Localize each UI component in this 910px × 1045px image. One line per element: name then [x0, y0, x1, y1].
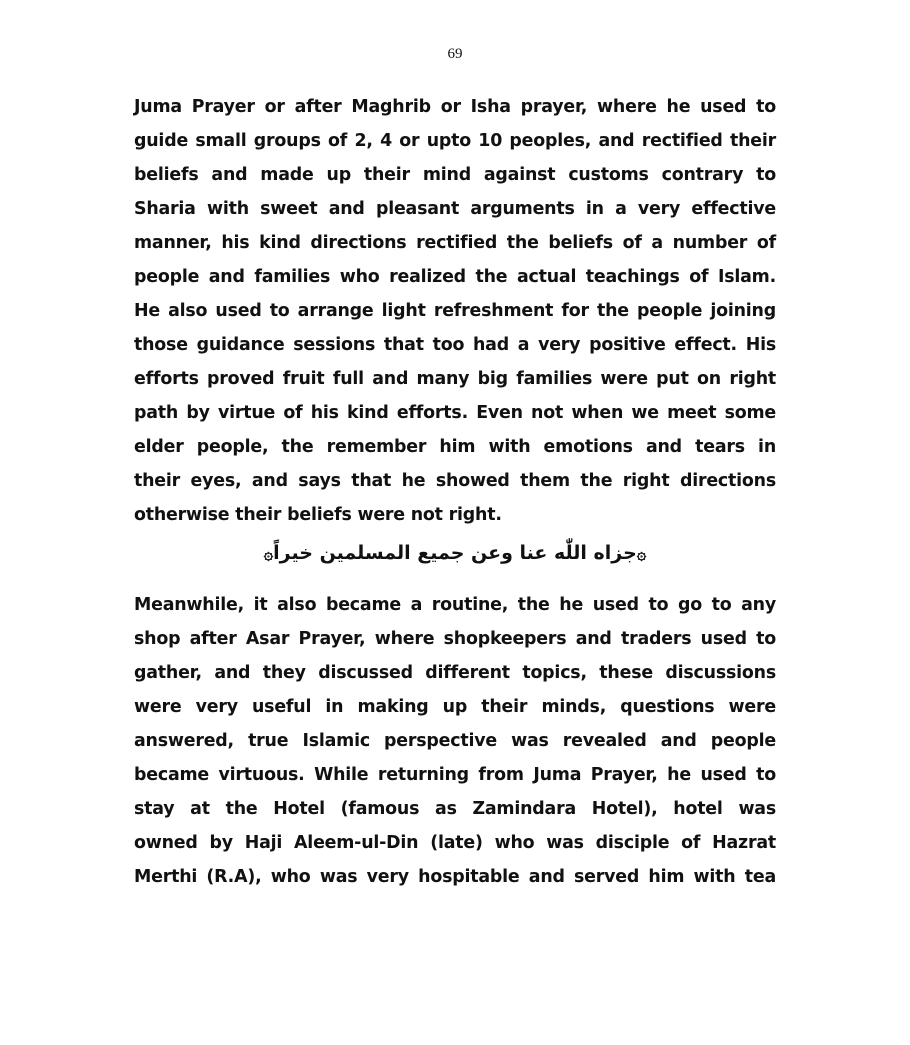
paragraph-2 — [134, 588, 776, 894]
text-line: gather, and they discussed different topics, these discussions — [134, 663, 776, 683]
text-line: their eyes, and says that he showed them the right directions — [134, 471, 776, 491]
text-line: Sharia with sweet and pleasant arguments in a very effective — [134, 199, 776, 219]
text-line: became virtuous. While returning from Juma Prayer, he used to — [134, 765, 776, 785]
text-line: beliefs and made up their mind against customs contrary to — [134, 165, 776, 185]
text-line: path by virtue of his kind efforts. Even not when we meet some — [134, 403, 776, 423]
arabic-prayer-text: جزاه اللّٰه عنا وعن جميع المسلمين خيراً — [273, 542, 637, 564]
text-line: efforts proved fruit full and many big families were put on right — [134, 369, 776, 389]
paragraph-1 — [134, 90, 776, 532]
text-line: Meanwhile, it also became a routine, the he used to go to any — [134, 595, 776, 615]
arabic-prayer-line — [0, 542, 910, 564]
text-line: shop after Asar Prayer, where shopkeepers and traders used to — [134, 629, 776, 649]
text-line: people and families who realized the actual teachings of Islam. — [134, 267, 776, 287]
text-line: otherwise their beliefs were not right. — [134, 505, 502, 525]
text-line: manner, his kind directions rectified the beliefs of a number of — [134, 233, 776, 253]
text-line: stay at the Hotel (famous as Zamindara Hotel), hotel was — [134, 799, 776, 819]
text-line: Juma Prayer or after Maghrib or Isha prayer, where he used to — [134, 97, 776, 117]
text-line: were very useful in making up their minds, questions were — [134, 697, 776, 717]
page-number: 69 — [447, 46, 463, 62]
text-line: answered, true Islamic perspective was revealed and people — [134, 731, 776, 751]
ornament-open-icon: ۞ — [636, 544, 647, 563]
text-line: He also used to arrange light refreshment for the people joining — [134, 301, 776, 321]
text-line: guide small groups of 2, 4 or upto 10 peoples, and rectified their — [134, 131, 776, 151]
text-line: Merthi (R.A), who was very hospitable and served him with tea — [134, 867, 776, 887]
text-line: elder people, the remember him with emotions and tears in — [134, 437, 776, 457]
text-line: owned by Haji Aleem-ul-Din (late) who was disciple of Hazrat — [134, 833, 776, 853]
text-line: those guidance sessions that too had a very positive effect. His — [134, 335, 776, 355]
ornament-close-icon: ۞ — [263, 544, 274, 563]
